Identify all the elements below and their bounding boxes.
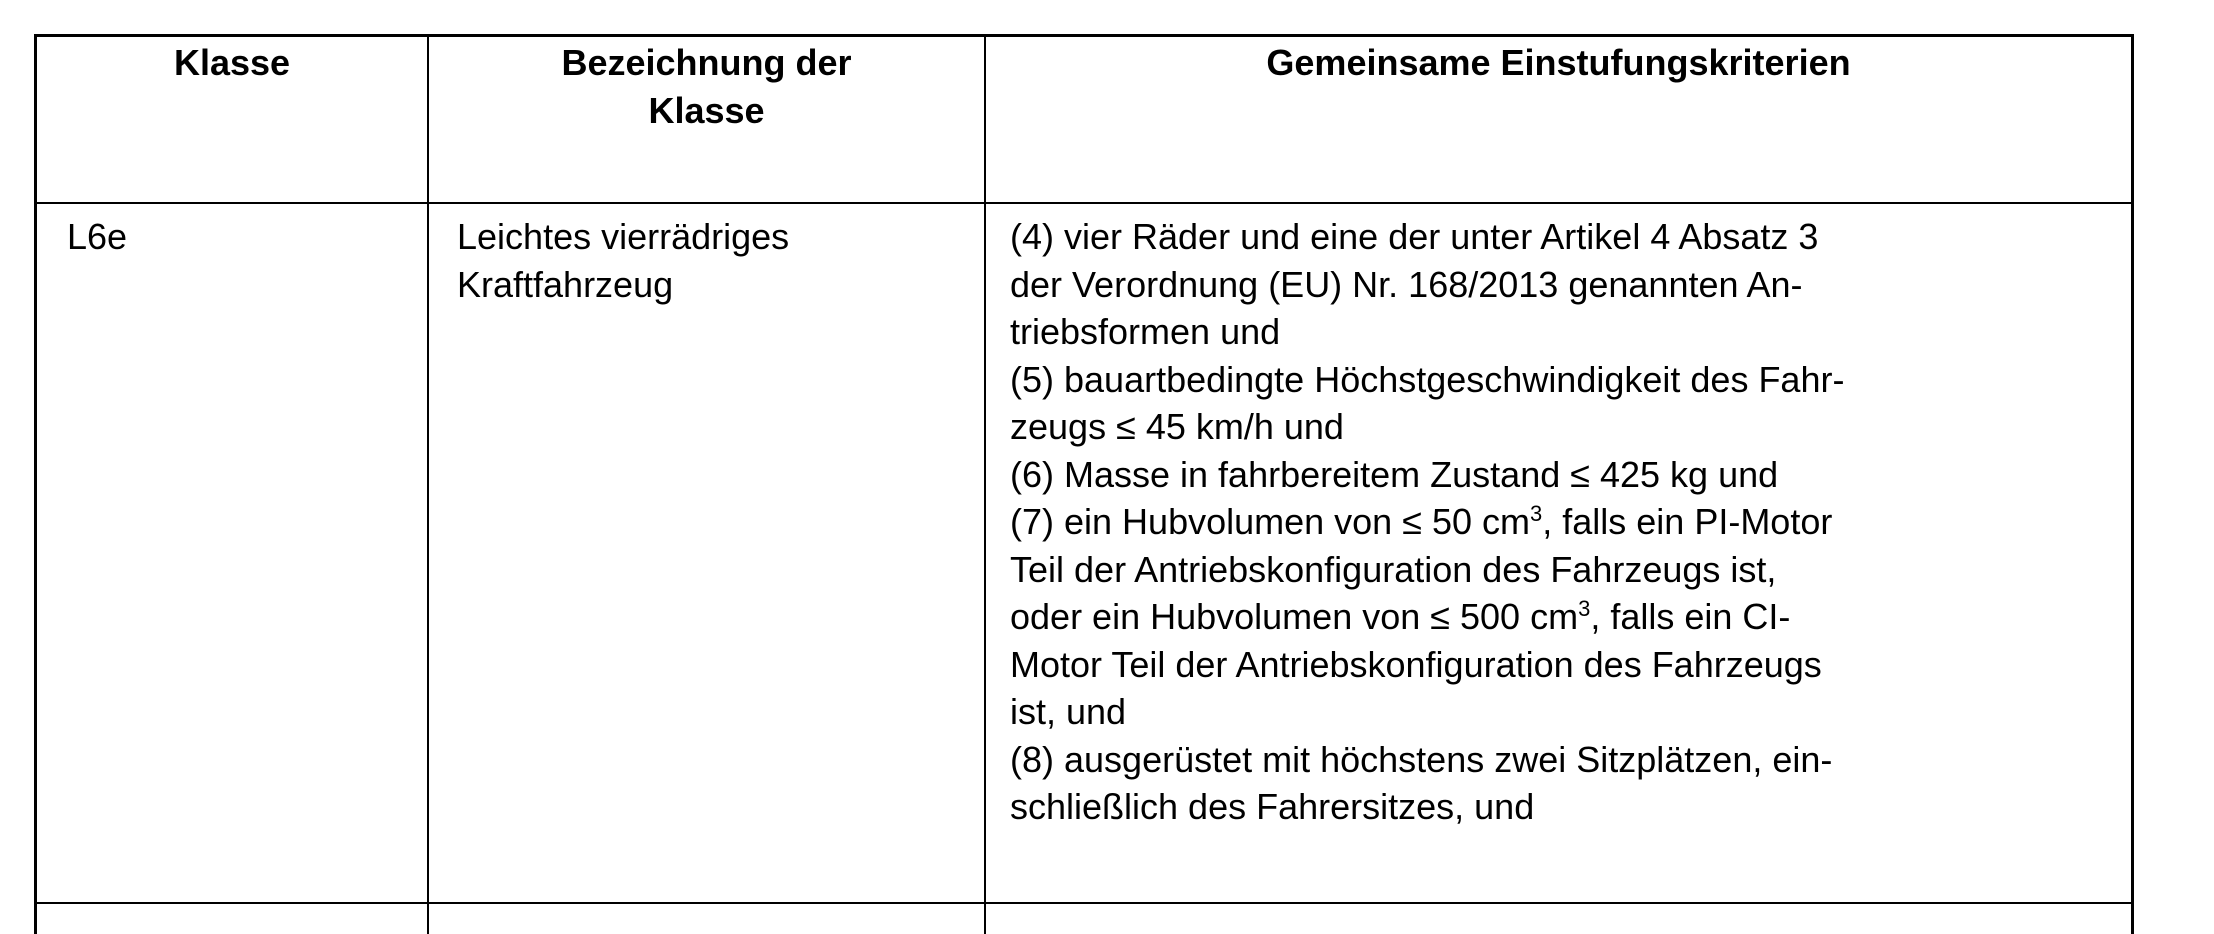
- criteria-line: [1010, 498, 1844, 546]
- criteria-line: Motor Teil der Antriebskonfiguration des Fahrzeugs: [1010, 643, 1822, 685]
- cell-klasse-text: L6e: [67, 216, 128, 257]
- cell-bezeichnung-line-1: Leichtes vierrädriges: [457, 216, 790, 257]
- criteria-line: triebsformen und: [1010, 311, 1281, 352]
- criteria-text: , falls ein PI-Motor: [1542, 501, 1833, 542]
- criteria-line: [1010, 593, 1844, 641]
- superscript: 3: [1530, 501, 1543, 526]
- criteria-line: schließlich des Fahrersitzes, und: [1010, 786, 1535, 827]
- cell-klasse: [67, 213, 127, 261]
- criteria-line: (4) vier Räder und eine der unter Artikel 4 Absatz 3: [1010, 216, 1819, 257]
- header-kriterien-text: Gemeinsame Einstufungskriterien: [1266, 42, 1851, 83]
- header-bezeichnung: [429, 39, 984, 135]
- cell-bezeichnung-line-2: Kraftfahrzeug: [457, 263, 674, 305]
- criteria-line: der Verordnung (EU) Nr. 168/2013 genannten An-: [1010, 263, 1803, 305]
- criteria-line: (5) bauartbedingte Höchstgeschwindigkeit des Fahr-: [1010, 358, 1845, 400]
- cell-kriterien: [1010, 213, 1844, 831]
- criteria-text: , falls ein CI-: [1590, 596, 1791, 637]
- criteria-text: (7) ein Hubvolumen von ≤ 50 cm: [1010, 501, 1530, 542]
- column-divider-1: [427, 37, 429, 934]
- classification-table: [34, 34, 2134, 934]
- column-divider-2: [984, 37, 986, 934]
- cell-bezeichnung: [457, 213, 789, 308]
- criteria-line: (8) ausgerüstet mit höchstens zwei Sitzplätzen, ein-: [1010, 738, 1833, 780]
- header-klasse-text: Klasse: [173, 42, 291, 83]
- header-klasse: [37, 39, 427, 87]
- criteria-line: ist, und: [1010, 691, 1127, 732]
- header-kriterien: [986, 39, 2131, 87]
- superscript: 3: [1578, 596, 1591, 621]
- header-bezeichnung-line-2: Klasse: [648, 90, 765, 131]
- header-divider: [37, 202, 2131, 204]
- criteria-text: oder ein Hubvolumen von ≤ 500 cm: [1010, 596, 1579, 637]
- header-bezeichnung-line-1: Bezeichnung der: [561, 42, 852, 83]
- criteria-line: Teil der Antriebskonfiguration des Fahrzeugs ist,: [1010, 548, 1777, 590]
- criteria-line: zeugs ≤ 45 km/h und: [1010, 406, 1344, 447]
- criteria-line: (6) Masse in fahrbereitem Zustand ≤ 425 kg und: [1010, 453, 1779, 495]
